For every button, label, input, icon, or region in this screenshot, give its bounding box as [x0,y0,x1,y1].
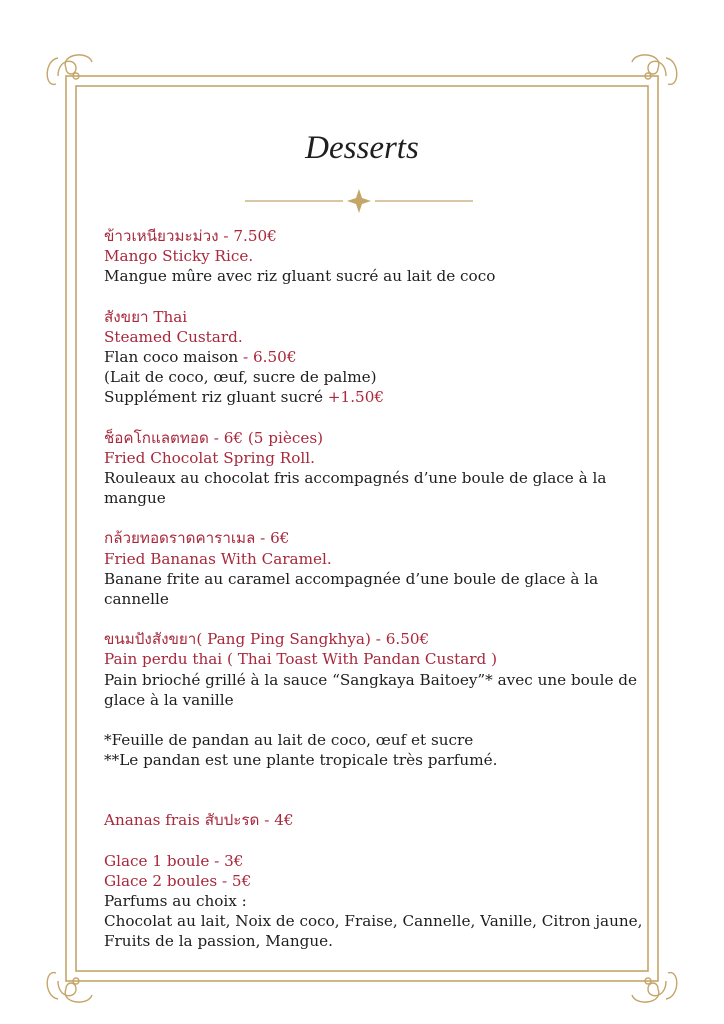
price: - 6.50€ [238,348,297,367]
english-name: Pain perdu thai ( Thai Toast With Pandan Custard ) [104,650,498,669]
english-name: Fried Chocolat Spring Roll. [104,448,315,467]
menu-item-mango [104,226,644,287]
thai-name: ข้าวเหนียวมะม่วง [104,227,219,245]
corner-ornament-tl [47,55,92,84]
menu-item-custard [104,307,644,408]
corner-ornament-br [632,973,677,1002]
corner-ornament-bl [47,973,92,1002]
english-name: Mango Sticky Rice. [104,247,254,266]
description: Banane frite au caramel accompagnée d’une boule de glace à la cannelle [104,569,599,609]
supplement-label: Supplément riz gluant sucré [104,388,323,407]
price: - 7.50€ [218,227,277,245]
menu-item-pain-perdu [104,629,644,710]
thai-name: ขนมปังสังขยา [104,630,197,649]
thai-name: กล้วยทอดราดคาราเมล [104,529,256,548]
description: Rouleaux au chocolat fris accompagnés d’une boule de glace à la mangue [104,469,607,508]
glace-two: Glace 2 boules - 5€ [104,871,252,890]
price: - 4€ [259,811,294,830]
price: - 6€ (5 pièces) [208,428,324,447]
title-divider [245,188,473,214]
supplement-price: +1.50€ [322,388,385,407]
footnotes [104,730,644,770]
thai-name: สังขยา [104,307,149,326]
glace-one: Glace 1 boule - 3€ [104,851,244,870]
menu-item-glace [104,851,644,952]
english-name: Steamed Custard. [104,327,243,346]
menu-item-ananas [104,810,644,830]
dessert-menu [104,226,644,952]
menu-item-chocolat [104,428,644,509]
menu-item-bananas [104,528,644,609]
corner-ornament-tr [632,55,677,84]
footnote-2: **Le pandan est une plante tropicale très parfumé. [104,751,498,770]
subtitle: ( Pang Ping Sangkhya) - 6.50€ [196,630,430,649]
description: Pain brioché grillé à la sauce “Sangkaya Baitoey”* avec une boule de glace à la vanille [104,670,637,709]
english-name: Fried Bananas With Caramel. [104,549,332,568]
item-label: Ananas frais [104,811,200,830]
thai-name: ช็อคโกแลตทอด [104,428,209,447]
price: - 6€ [255,529,290,548]
parfums-list: Chocolat au lait, Noix de coco, Fraise, Cannelle, Vanille, Citron jaune, Fruits de la passion, Mangue. [104,912,643,951]
thai-name: สับปะรด [204,811,260,830]
footnote-1: *Feuille de pandan au lait de coco, œuf et sucre [104,731,474,750]
ingredients: (Lait de coco, œuf, sucre de palme) [104,368,377,387]
description: Mangue mûre avec riz gluant sucré au lait de coco [104,267,496,286]
flan-label: Flan coco maison [104,348,239,367]
thai-suffix: Thai [148,307,188,326]
page-title: Desserts [305,130,419,166]
parfums-label: Parfums au choix : [104,892,247,911]
